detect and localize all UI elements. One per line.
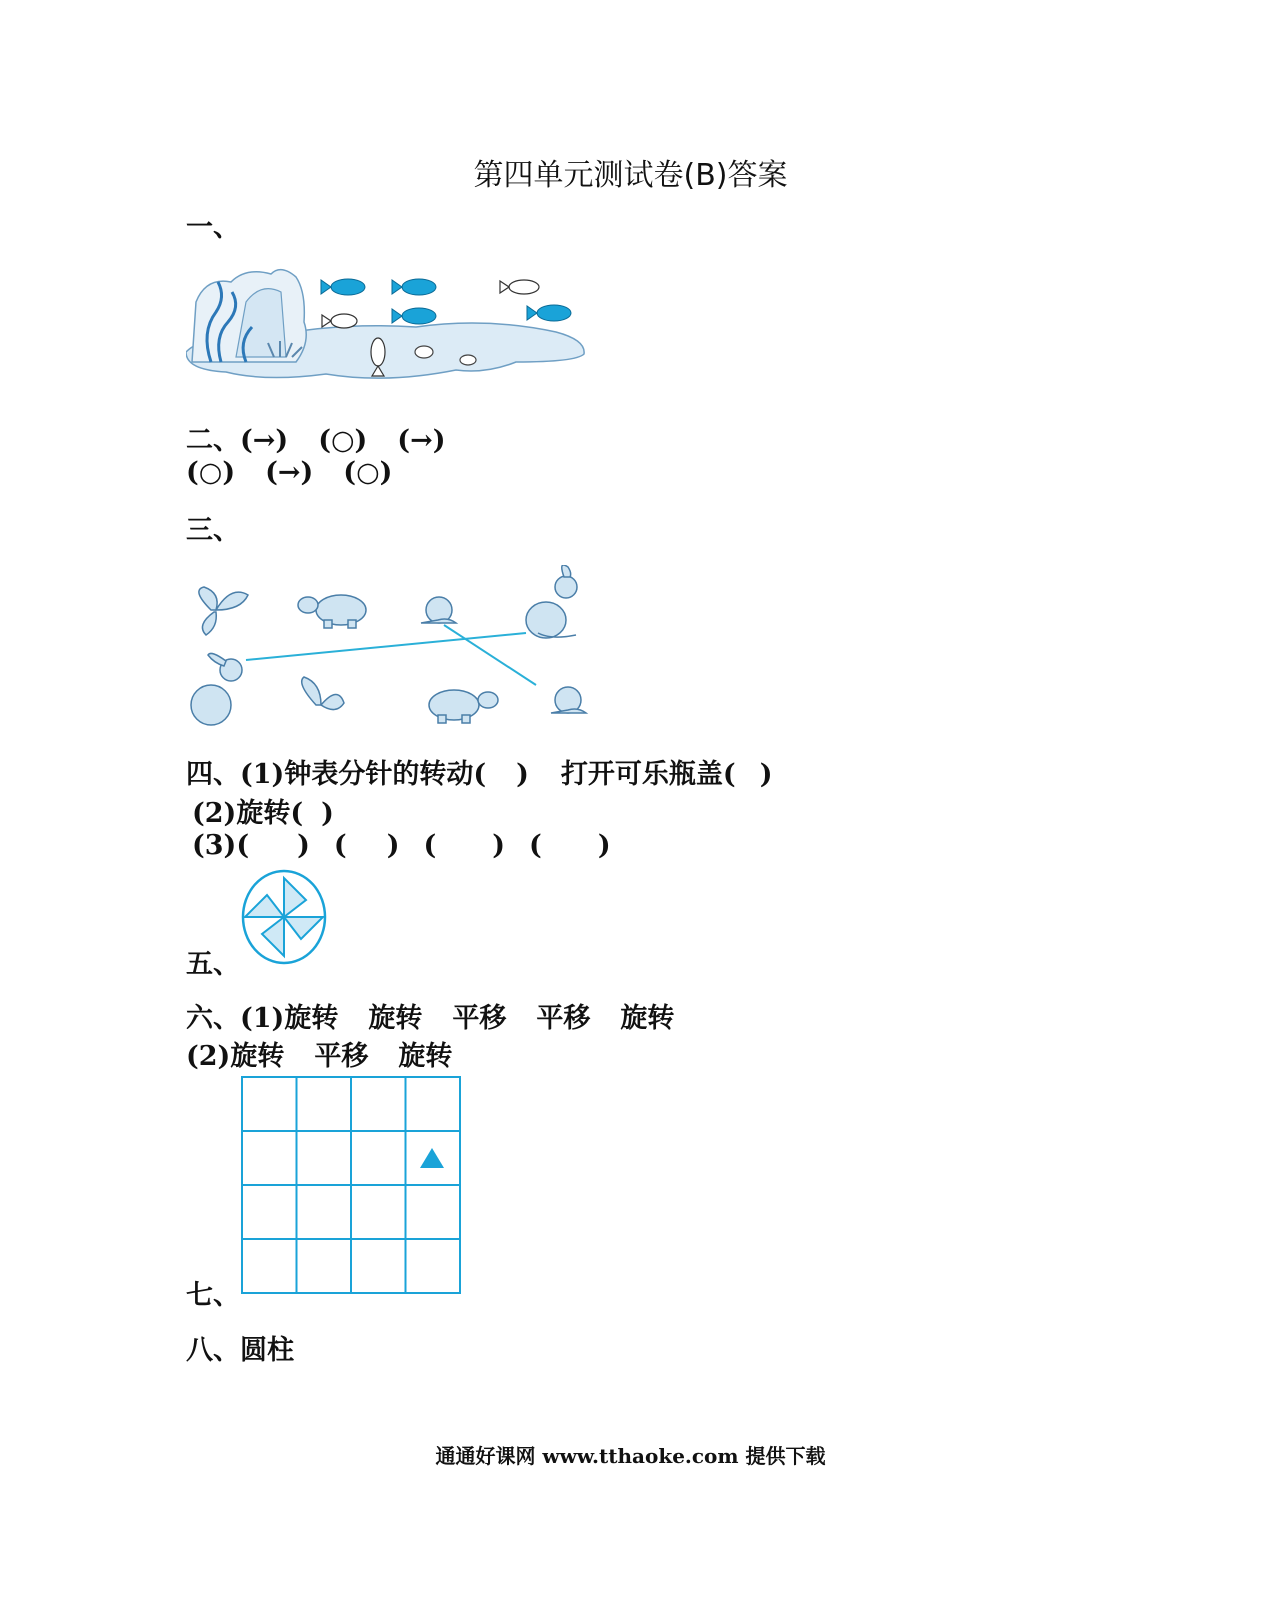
section-2-label: 二、 [186,425,240,456]
sea-scene-illustration [186,262,591,387]
section-8-row [186,1328,294,1367]
turtle-icon [298,595,366,628]
section-6-q1: 六、(1)旋转 旋转 平移 平移 旋转 [186,1003,675,1034]
section-5-label: 五、 [186,949,240,980]
answer-2-4: (○) [186,457,236,488]
section-4-label: 四、 [186,759,240,790]
turtle-icon [429,690,498,723]
rabbit-icon [191,653,242,725]
section-8-answer: 圆柱 [240,1335,294,1366]
section-8-label: 八、 [186,1335,240,1366]
section-2-row-1 [186,418,445,457]
section-2-row-2 [186,457,392,488]
section-6-q2: (2)旋转 平移 旋转 [186,1041,453,1072]
section-3-label: 三、 [186,515,240,546]
section-6-label: 六、 [186,1003,240,1034]
match-line [246,633,526,660]
grid-figure [241,1076,463,1296]
page-title: 第四单元测试卷(B)答案 [473,158,788,193]
answer-2-1: (→) [240,425,289,456]
section-4-q2: (2)旋转( ) [192,798,334,829]
snail-icon [421,597,456,623]
butterfly-icon [199,587,248,635]
animal-matching-illustration [186,565,591,735]
footer-text: 通通好课网 www.tthaoke.com 提供下载 [435,1444,826,1468]
answer-2-6: (○) [343,457,393,488]
butterfly-icon [302,677,344,710]
answer-2-2: (○) [318,425,368,456]
snail-icon [551,687,586,713]
triangle-shape [420,1148,444,1168]
answer-2-5: (→) [265,457,314,488]
pinwheel-figure [240,868,328,966]
section-4-q1: 四、(1)钟表分针的转动( ) 打开可乐瓶盖( ) [186,759,773,790]
section-1-label: 一、 [186,212,240,243]
answer-2-3: (→) [397,425,446,456]
section-7-label: 七、 [186,1280,240,1311]
section-4-q3: (3)( ) ( ) ( ) ( ) [192,830,611,861]
rabbit-icon [526,565,577,638]
